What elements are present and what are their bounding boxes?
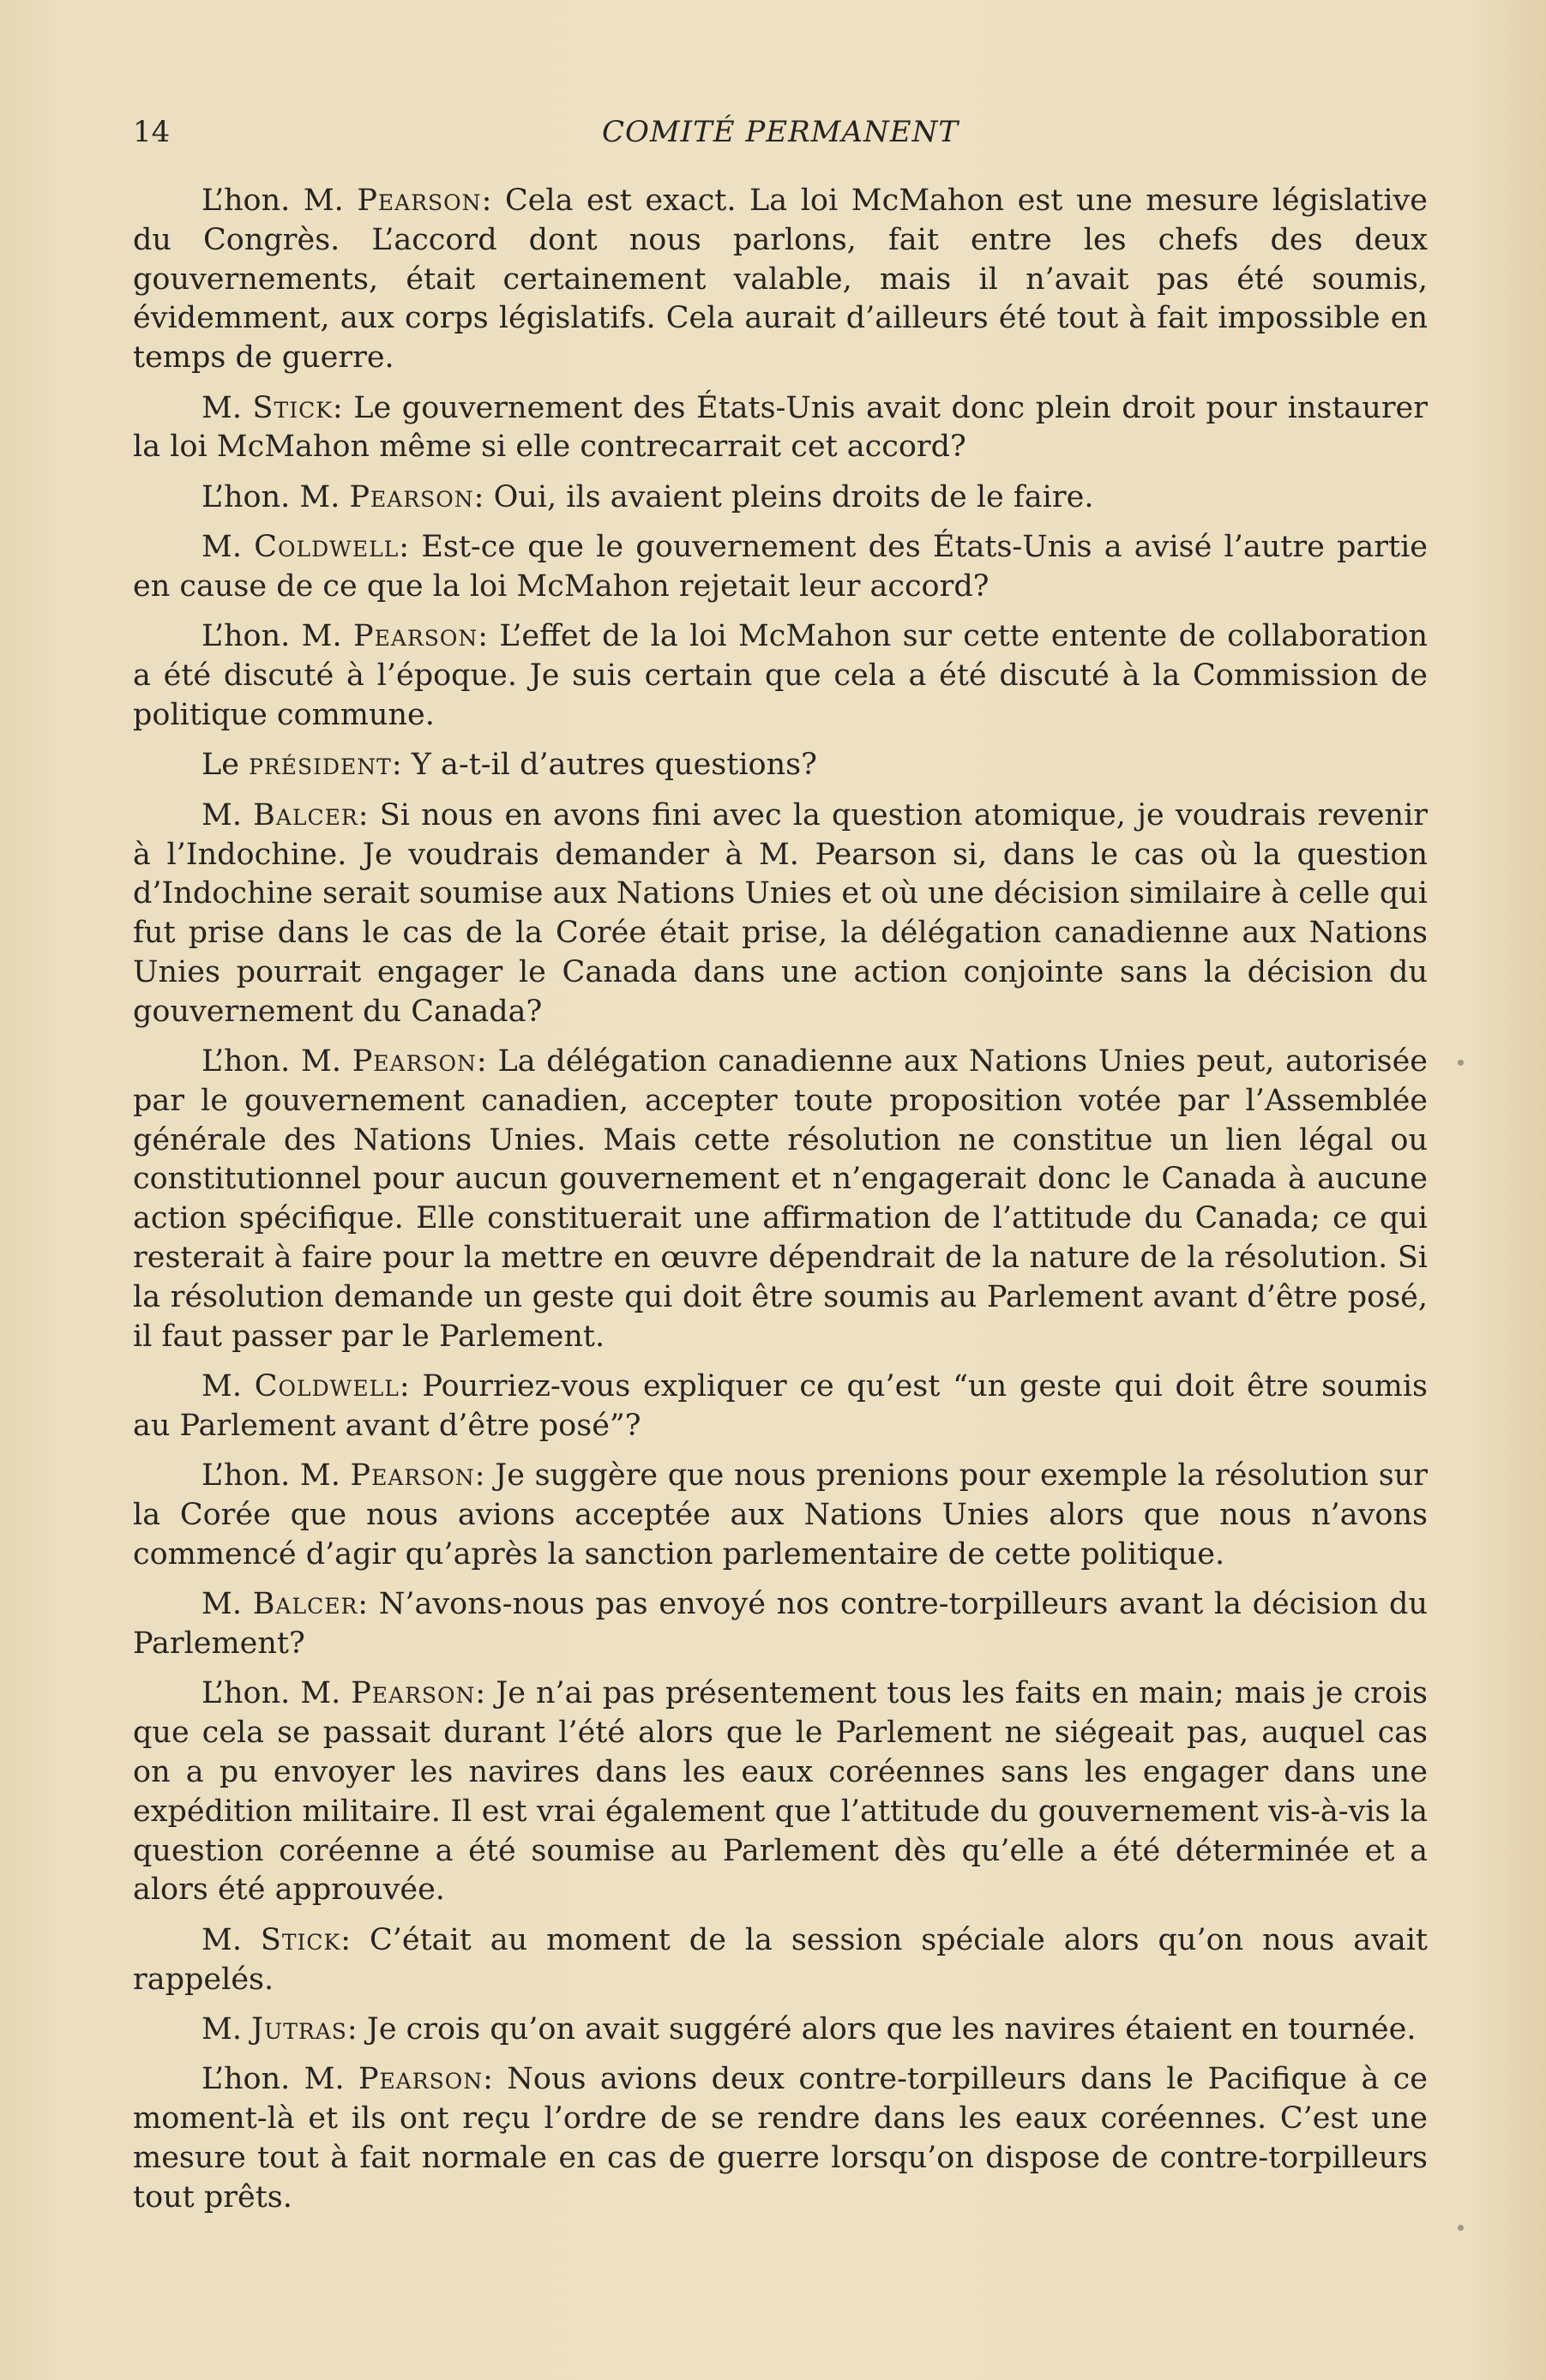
speaker-name: Pearson <box>352 1044 477 1079</box>
transcript-body <box>133 182 1428 2228</box>
running-title: COMITÉ PERMANENT <box>601 115 959 149</box>
speaker-prefix: M. <box>202 797 254 832</box>
paragraph-text: Le gouvernement des États-Unis avait donc plein droit pour instaurer la loi McMahon même si elle contrecarrait cet accord? <box>133 390 1428 465</box>
paragraph-text: Si nous en avons fini avec la question atomique, je voudrais revenir à l’Indochine. Je voudrais demander à M. Pearson si, dans le cas où la question d’Indochine serait soumise aux Nations Unies et où une décision similaire à celle qui fut prise dans le cas de la Corée était prise, la délégation canadienne aux Nations Unies pourrait engager le Canada dans une action conjointe sans la décision du gouvernement du Canada? <box>133 797 1428 1029</box>
paragraph <box>133 1367 1428 1446</box>
speaker-name: Stick <box>260 1922 341 1957</box>
paragraph-text: Je n’ai pas présentement tous les faits en main; mais je crois que cela se passait durant l’été alors que le Parlement ne siégeait pas, auquel cas on a pu envoyer les navires dans les eaux coréennes sans les engager dans une expédition militaire. Il est vrai également que l’attitude du gouvernement vis-à-vis la question coréenne a été soumise au Parlement dès qu’elle a été déterminée et a alors été approuvée. <box>133 1676 1428 1908</box>
speaker-name: Jutras <box>251 2011 347 2046</box>
paragraph <box>133 182 1428 378</box>
paragraph-text: Je suggère que nous prenions pour exemple la résolution sur la Corée que nous avions acceptée aux Nations Unies alors que nous n’avons commencé d’agir qu’après la sanction parlementaire de cette politique. <box>133 1458 1428 1572</box>
speaker-name: Pearson <box>358 2062 484 2097</box>
paragraph-text: Cela est exact. La loi McMahon est une mesure législative du Congrès. L’accord dont nous parlons, fait entre les chefs des deux gouvernements, était certainement valable, mais il n’avait pas été soumis, évidemment, aux corps législatifs. Cela aurait d’ailleurs été tout à fait impossible en temps de guerre. <box>133 183 1428 376</box>
speaker-name: Coldwell <box>254 530 400 565</box>
speaker-name: Balcer <box>252 1587 358 1622</box>
speaker-colon: : <box>346 2011 367 2046</box>
speaker-colon: : <box>473 479 494 514</box>
speaker-prefix: M. <box>202 1587 253 1622</box>
speaker-colon: : <box>475 1676 496 1711</box>
speaker-prefix: L’hon. M. <box>202 1676 352 1711</box>
paragraph <box>133 617 1428 735</box>
paragraph-text: N’avons-nous pas envoyé nos contre-torpilleurs avant la décision du Parlement? <box>133 1587 1428 1662</box>
speaker-prefix: L’hon. M. <box>202 2062 358 2097</box>
speaker-prefix: L’hon. M. <box>202 1458 351 1494</box>
speaker-colon: : <box>399 530 422 565</box>
speaker-colon: : <box>476 1044 498 1079</box>
speaker-name: Coldwell <box>254 1369 400 1404</box>
speaker-name: Balcer <box>253 797 358 832</box>
speaker-prefix: M. <box>202 390 253 425</box>
paragraph-text: Je crois qu’on avait suggéré alors que les navires étaient en tournée. <box>366 2011 1417 2046</box>
paragraph-text: Nous avions deux contre-torpilleurs dans le Pacifique à ce moment-là et ils ont reçu l’ordre de se rendre dans les eaux coréennes. C’est une mesure tout à fait normale en cas de guerre lorsqu’on dispose de contre-torpilleurs tout prêts. <box>133 2062 1428 2215</box>
paragraph <box>133 1674 1428 1910</box>
paragraph-text: Est-ce que le gouvernement des États-Unis a avisé l’autre partie en cause de ce que la loi McMahon rejetait leur accord? <box>133 530 1429 604</box>
paragraph <box>133 2010 1428 2050</box>
paragraph <box>133 746 1428 785</box>
paper-speck <box>1458 2225 1464 2231</box>
speaker-colon: : <box>478 619 500 654</box>
speaker-colon: : <box>340 1922 370 1957</box>
speaker-prefix: Le <box>202 748 250 783</box>
speaker-colon: : <box>332 390 354 425</box>
speaker-name: Pearson <box>353 619 478 654</box>
speaker-colon: : <box>481 183 505 218</box>
page-header <box>133 108 1428 156</box>
speaker-name: Pearson <box>349 479 474 514</box>
paragraph <box>133 528 1428 607</box>
speaker-name: président <box>249 748 392 783</box>
speaker-name: Pearson <box>351 1676 476 1711</box>
speaker-prefix: L’hon. M. <box>202 619 354 654</box>
speaker-name: Pearson <box>357 183 482 218</box>
paragraph <box>133 389 1428 468</box>
paragraph <box>133 1043 1428 1356</box>
paragraph <box>133 1457 1428 1574</box>
paragraph <box>133 478 1428 518</box>
speaker-prefix: L’hon. M. <box>202 1044 352 1079</box>
speaker-colon: : <box>474 1458 496 1494</box>
speaker-prefix: M. <box>202 1369 255 1404</box>
paragraph <box>133 1921 1428 2000</box>
paper-speck <box>1458 1060 1464 1066</box>
paragraph <box>133 1585 1428 1664</box>
paragraph <box>133 796 1428 1032</box>
paragraph-text: Oui, ils avaient pleins droits de le faire. <box>493 479 1094 514</box>
paragraph-text: La délégation canadienne aux Nations Unies peut, autorisée par le gouvernement canadien, accepter toute proposition votée par l’Assemblée générale des Nations Unies. Mais cette résolution ne constitue un lien légal ou constitutionnel pour aucun gouvernement et n’engagerait donc le Canada à aucune action spécifique. Elle constituerait une affirmation de l’attitude du Canada; ce qui resterait à faire pour la mettre en œuvre dépendrait de la nature de la résolution. Si la résolution demande un geste qui doit être soumis au Parlement avant d’être posé, il faut passer par le Parlement. <box>133 1044 1428 1354</box>
speaker-name: Stick <box>252 390 333 425</box>
paragraph <box>133 2060 1428 2217</box>
speaker-colon: : <box>391 748 412 783</box>
speaker-prefix: L’hon. M. <box>202 479 350 514</box>
speaker-name: Pearson <box>350 1458 475 1494</box>
speaker-colon: : <box>358 797 380 832</box>
speaker-prefix: L’hon. M. <box>202 183 358 218</box>
speaker-prefix: M. <box>202 530 255 565</box>
paragraph-text: L’effet de la loi McMahon sur cette entente de collaboration a été discuté à l’époque. Je suis certain que cela a été discuté à la Commission de politique commune. <box>133 619 1428 732</box>
paragraph-text: Pourriez-vous expliquer ce qu’est “un geste qui doit être soumis au Parlement avant d’être posé”? <box>133 1369 1428 1443</box>
speaker-prefix: M. <box>202 1922 261 1957</box>
speaker-colon: : <box>483 2062 508 2097</box>
page-number: 14 <box>133 115 171 149</box>
speaker-colon: : <box>399 1369 423 1404</box>
speaker-colon: : <box>358 1587 379 1622</box>
paragraph-text: Y a-t-il d’autres questions? <box>411 748 817 783</box>
speaker-prefix: M. <box>202 2011 252 2046</box>
paragraph-text: C’était au moment de la session spéciale alors qu’on nous avait rappelés. <box>133 1922 1428 1997</box>
